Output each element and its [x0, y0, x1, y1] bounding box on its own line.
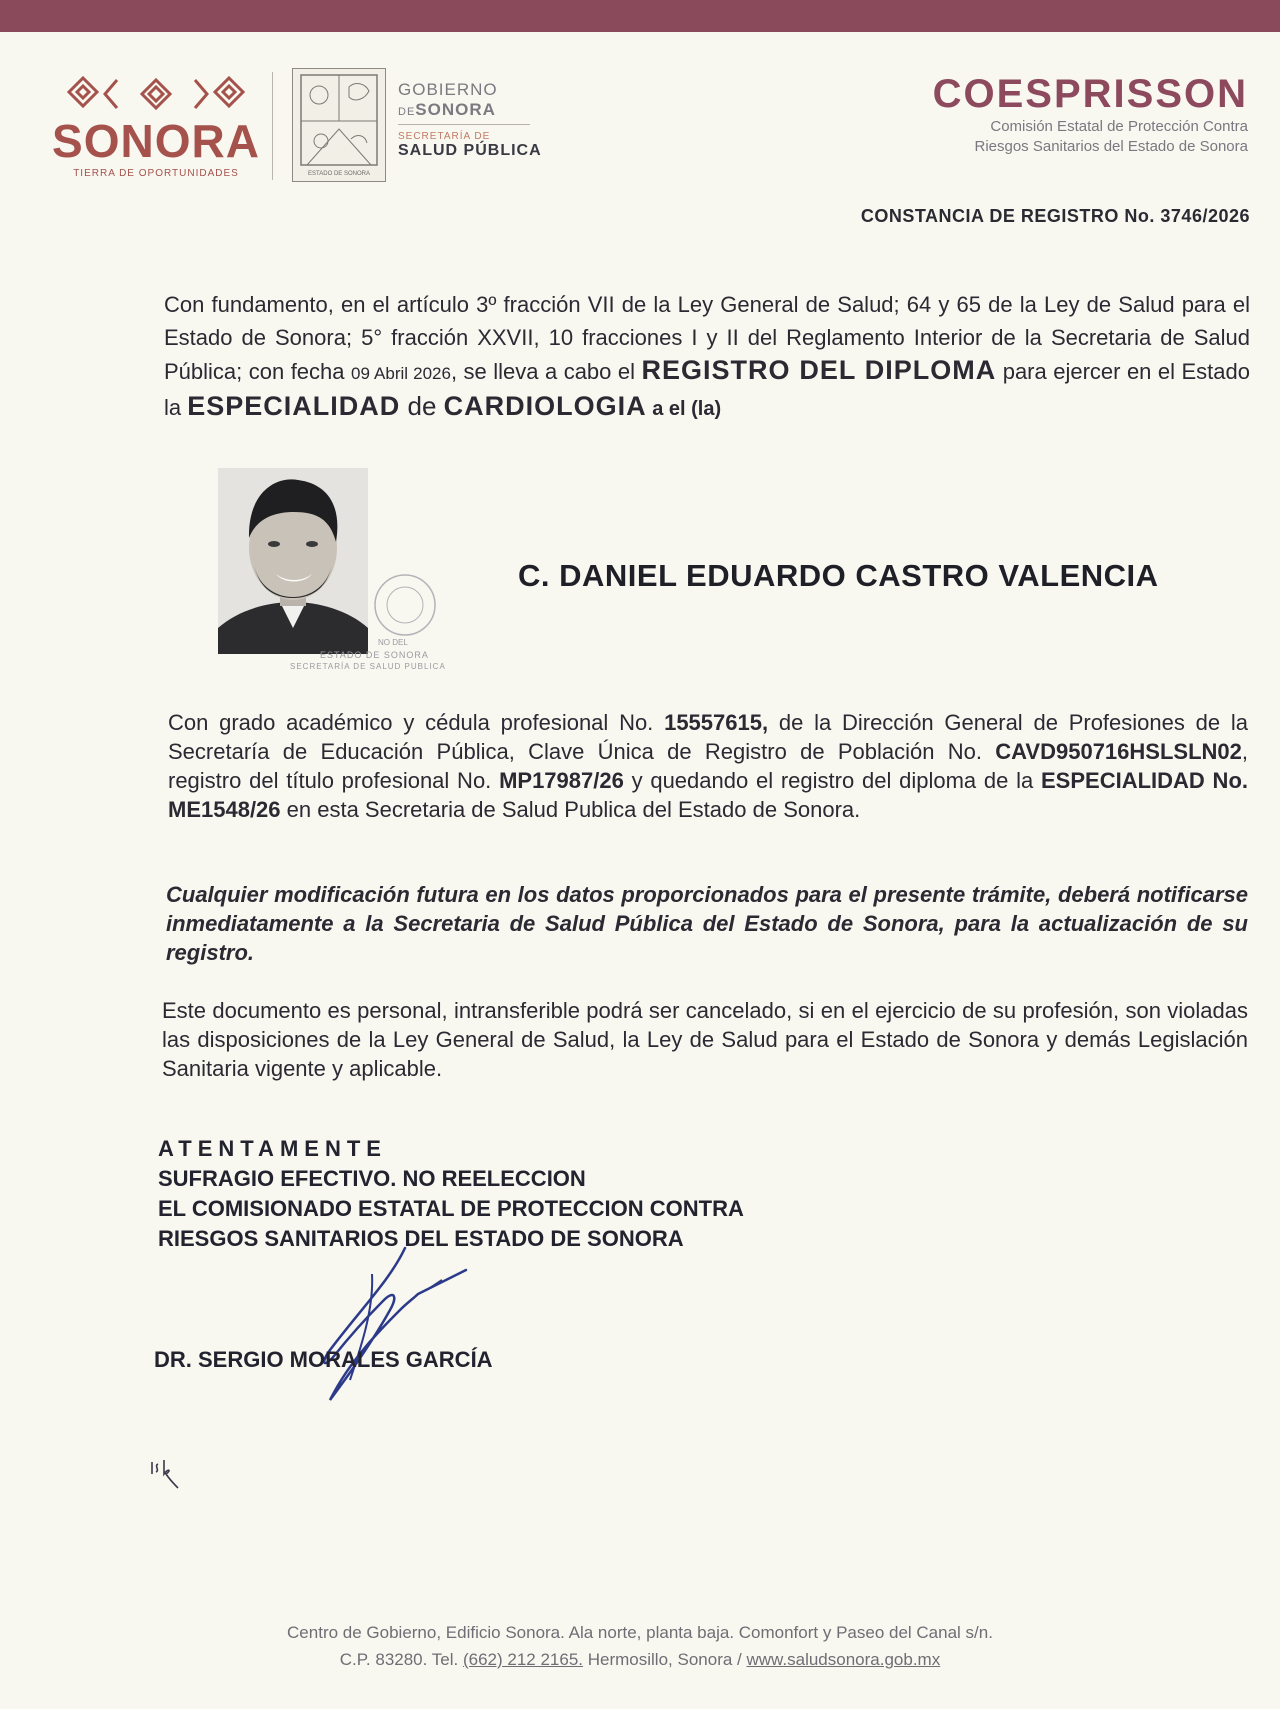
- footer: [0, 1619, 1280, 1673]
- footer-city: Hermosillo, Sonora /: [587, 1650, 742, 1669]
- state-seal: [292, 68, 386, 182]
- coesprisson-subtitle-2: Riesgos Sanitarios del Estado de Sonora: [974, 138, 1248, 155]
- closing-line-4: RIESGOS SANITARIOS DEL ESTADO DE SONORA: [158, 1226, 684, 1251]
- header-divider: [272, 72, 273, 180]
- constancia-value: 3746/2026: [1160, 206, 1250, 226]
- constancia-number: [861, 206, 1250, 227]
- especialidad-number: ESPECIALIDAD No. ME1548/26: [168, 768, 1248, 822]
- holder-name: C. DANIEL EDUARDO CASTRO VALENCIA: [518, 558, 1159, 593]
- coesprisson-logo: [788, 72, 1248, 157]
- credentials-paragraph: [168, 708, 1248, 824]
- cred-text-2: de la Dirección General de Profesiones de la Secretaría de Educación Pública, Clave Única de Registro de Población No.: [168, 710, 1248, 764]
- gov-line-1: GOBIERNO: [398, 80, 498, 99]
- sonora-logo-word: SONORA: [52, 115, 260, 167]
- registro-del-diploma: REGISTRO DEL DIPLOMA: [641, 355, 997, 385]
- footer-contact: [0, 1646, 1280, 1673]
- intro-text-5: a el (la): [646, 398, 722, 420]
- closing-line-2: SUFRAGIO EFECTIVO. NO REELECCION: [158, 1166, 586, 1191]
- intro-text-1: Con fundamento, en el artículo 3º fracción VII de la Ley General de Salud; 64 y 65 de la Ley de Salud para el Estado de Sonora; 5° fracción XXVII, 10 fracciones I y II del Reglamento Interior de la Secretaria de Salud Pública; con fecha: [164, 292, 1250, 384]
- initials-mark-icon: [148, 1454, 188, 1494]
- intro-paragraph: [164, 288, 1250, 426]
- footer-website-link[interactable]: www.saludsonora.gob.mx: [746, 1650, 941, 1669]
- registration-date: 09 Abril 2026: [350, 364, 451, 383]
- titulo-number: MP17987/26: [499, 768, 624, 793]
- specialty-name: CARDIOLOGIA: [443, 391, 647, 421]
- cedula-number: 15557615,: [664, 710, 769, 735]
- coesprisson-name: COESPRISSON: [932, 72, 1248, 116]
- cred-text-1: Con grado académico y cédula profesional No.: [168, 710, 665, 735]
- top-color-band: [0, 0, 1280, 32]
- document-page: [0, 32, 1280, 1709]
- intro-text-4: de: [400, 391, 444, 421]
- gov-line-2: [398, 100, 568, 120]
- closing-block: [158, 1134, 744, 1254]
- coesprisson-subtitle-1: Comisión Estatal de Protección Contra: [990, 118, 1248, 135]
- cred-text-5: en esta Secretaria de Salud Publica del Estado de Sonora.: [280, 797, 861, 822]
- gov-divider: [398, 124, 530, 125]
- government-label: [398, 80, 568, 160]
- gov-line-4: SALUD PÚBLICA: [398, 142, 542, 159]
- intro-text-2: , se lleva a cabo el: [450, 359, 642, 384]
- cred-text-4: y quedando el registro del diploma de la: [623, 768, 1041, 793]
- footer-postal: C.P. 83280. Tel.: [339, 1650, 459, 1669]
- official-stamp: [290, 570, 480, 680]
- stamp-seal-icon: [370, 570, 440, 640]
- sonora-ornament-icon: [63, 72, 249, 116]
- cred-text-3: , registro del título profesional No.: [168, 739, 1248, 793]
- closing-atentamente: ATENTAMENTE: [158, 1136, 387, 1161]
- seal-caption: ESTADO DE SONORA: [308, 171, 370, 177]
- gov-line-3: SECRETARÍA DE: [398, 131, 491, 142]
- handwritten-signature-icon: [290, 1240, 490, 1420]
- closing-line-3: EL COMISIONADO ESTATAL DE PROTECCION CONTRA: [158, 1196, 744, 1221]
- sonora-logo: [40, 72, 272, 179]
- footer-address: Centro de Gobierno, Edificio Sonora. Ala norte, planta baja. Comonfort y Paseo del Canal s/n.: [287, 1623, 993, 1642]
- conditions-paragraph: Este documento es personal, intransferible podrá ser cancelado, si en el ejercicio de su profesión, son violadas las disposiciones de la Ley General de Salud, la Ley de Salud para el Estado de Sonora y demás Legislación Sanitaria vigente y aplicable.: [162, 998, 1248, 1081]
- footer-phone: (662) 212 2165.: [462, 1650, 584, 1669]
- sonora-logo-tagline: TIERRA DE OPORTUNIDADES: [73, 168, 239, 179]
- especialidad-label: ESPECIALIDAD: [187, 391, 401, 421]
- curp-value: CAVD950716HSLSLN02: [995, 739, 1242, 764]
- constancia-label: CONSTANCIA DE REGISTRO No.: [860, 206, 1155, 226]
- stamp-line-2: ESTADO DE SONORA: [320, 650, 429, 660]
- notice-paragraph: Cualquier modificación futura en los datos proporcionados para el presente trámite, deberá notificarse inmediatamente a la Secretaria de Salud Pública del Estado de Sonora, para la actualización de su registro.: [166, 882, 1248, 965]
- stamp-line-1: NO DEL: [378, 638, 408, 647]
- coat-of-arms-icon: [293, 69, 385, 181]
- signer-name: DR. SERGIO MORALES GARCÍA: [154, 1347, 493, 1372]
- gov-line-2-prefix: DE: [398, 106, 416, 118]
- gov-line-2-word: SONORA: [415, 100, 496, 119]
- intro-text-3: para ejercer en el Estado la: [164, 359, 1250, 420]
- stamp-line-3: SECRETARÍA DE SALUD PUBLICA: [290, 662, 446, 671]
